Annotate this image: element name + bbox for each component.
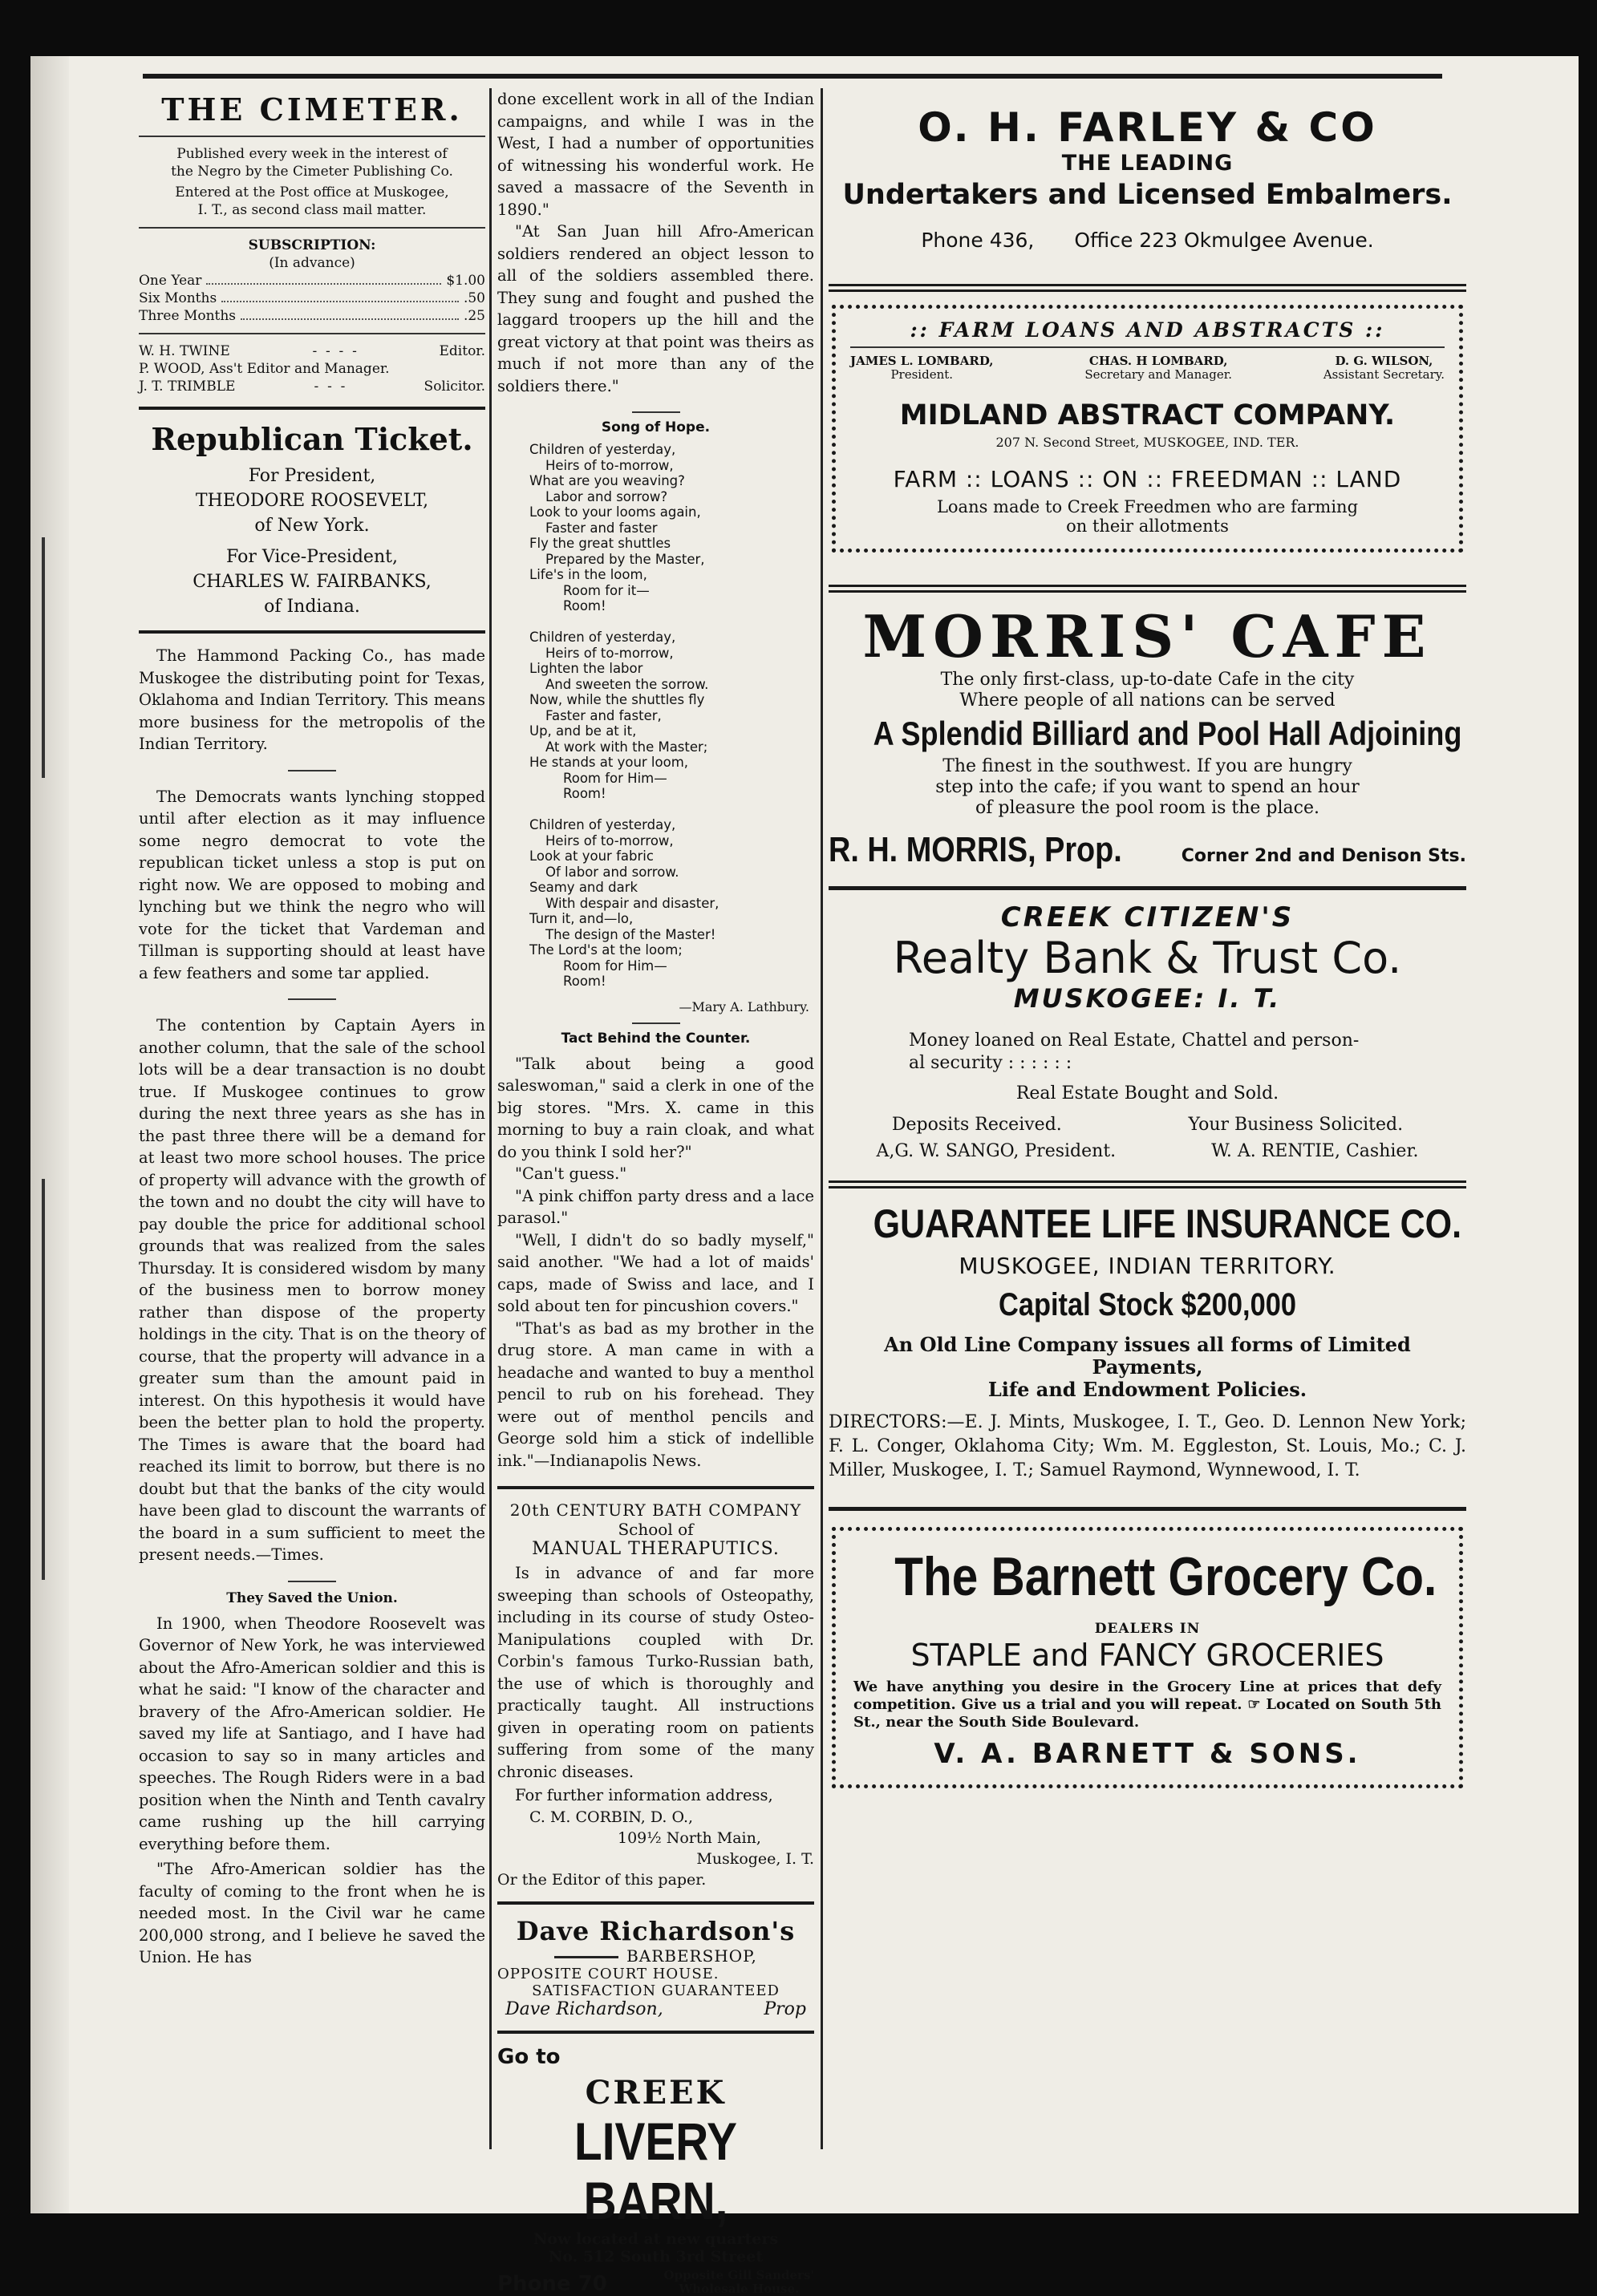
bath-school: School of [618, 1520, 694, 1539]
candidate-label: For President, [248, 466, 376, 486]
article-paragraph: The Democrats wants lynching stopped until after election as it may influence some negro democrat to vote the republican ticket unless a stop is put on right now. We are opposed to mobing and lynching but we think the negro who will vote for the ticket that Vardeman and Tillman is supporting should at least have a few feathers and some tar applied. [139, 787, 485, 982]
poem-line: Of labor and sorrow. [545, 864, 679, 880]
officer: D. G. WILSON, Assistant Secretary. [1323, 354, 1445, 382]
poem-line: Children of yesterday, [529, 817, 676, 832]
candidate-state: of Indiana. [264, 597, 360, 617]
poem-line: Prepared by the Master, [545, 551, 705, 567]
officer: CHAS. H LOMBARD, Secretary and Manager. [1084, 354, 1232, 382]
poem-line: Look to your looms again, [529, 504, 701, 520]
bath-body: Is in advance of and far more sweeping than schools of Osteopathy, including in its course of study Osteo-Manipulations coupled with Dr. Corbin's famous Turko-Russian bath, the use of which is thoroughly and practically taught. All instructions given in operating room on patients suffering from some of the many chronic diseases. [497, 1564, 814, 1781]
publication-line: Published every week in the interest of [176, 146, 448, 162]
poem-line: Children of yesterday, [529, 442, 676, 457]
realty-row: Deposits Received. Your Business Solicited. [891, 1115, 1404, 1135]
article-paragraph: "Talk about being a good saleswoman," said a clerk in one of the big stores. "Mrs. X. came in this morning to buy a rain cloak, and what do you think I sold her?" [497, 1054, 814, 1161]
poem-line: Room for Him— [563, 958, 667, 974]
barber-name: Dave Richardson's [516, 1915, 796, 1946]
guarantee-name: GUARANTEE LIFE INSURANCE CO. [873, 1201, 1462, 1246]
barnett-body: We have anything you desire in the Grocery Line at prices that defy competition. Give us a trial and you will repeat. ☞ Located on South 5th St., near the South Side Boulevard. [853, 1678, 1441, 1731]
poem-line: Lighten the labor [529, 661, 643, 676]
poem-line: With despair and disaster, [545, 895, 719, 911]
article-paragraph: "Well, I didn't do so badly myself," said another. "We had a lot of maids' caps, made of Swiss and lace, and I sold about ten for pincushion covers." [497, 1230, 814, 1315]
poem-line: Room for Him— [563, 770, 667, 786]
barnett-grocery-ad [832, 1527, 1463, 1788]
ticket-heading: Republican Ticket. [151, 421, 473, 457]
column-rule [489, 88, 492, 2149]
morris-line: of pleasure the pool room is the place. [975, 798, 1320, 818]
barnett-staple: STAPLE and FANCY GROCERIES [910, 1638, 1384, 1673]
article-paragraph: "A pink chiffon party dress and a lace parasol." [497, 1186, 814, 1227]
poem-body [529, 442, 814, 990]
farley-office: Office 223 Okmulgee Avenue. [1074, 229, 1374, 252]
farley-leading: THE LEADING [1061, 151, 1234, 176]
realty-line: Real Estate Bought and Sold. [1015, 1083, 1279, 1103]
rates-list [139, 272, 485, 325]
realty-line: al security : : : : : : [909, 1053, 1072, 1073]
barnett-dealers: DEALERS IN [1094, 1621, 1201, 1637]
article-paragraph: "At San Juan hill Afro-American soldiers rendered an object lesson to all of the soldiers assembled there. They sung and fought and pushed the laggard troopers up the hill and the great victory at that point was theirs as much if not more than any of the soldiers there." [497, 222, 814, 395]
livery-go-to: Go to [497, 2044, 561, 2069]
bath-subheading: MANUAL THERAPUTICS. [532, 1539, 780, 1559]
morris-cafe-ad [829, 604, 1466, 870]
poem-line: Faster and faster [545, 520, 658, 536]
bath-heading: 20th CENTURY BATH COMPANY [509, 1500, 802, 1520]
livery-ad [497, 2045, 814, 2296]
poem-line: Fly the great shuttles [529, 536, 671, 551]
realty-name: Realty Bank & Trust Co. [893, 933, 1402, 983]
barber-shop-line: BARBERSHOP, [497, 1946, 814, 1966]
realty-row: A,G. W. SANGO, President. W. A. RENTIE, Cashier. [876, 1141, 1419, 1161]
column-3 [829, 88, 1466, 1793]
poem-line: Now, while the shuttles fly [529, 692, 705, 707]
guarantee-line: Life and Endowment Policies. [987, 1378, 1307, 1401]
midland-name: MIDLAND ABSTRACT COMPANY. [899, 399, 1396, 431]
article-paragraph: "The Afro-American soldier has the faculty of coming to the front when he is needed most. In the Civil war he came 200,000 strong, and I believe he saved the Union. He has [139, 1860, 485, 1966]
column-rule [821, 88, 823, 2149]
poem-title: Song of Hope. [601, 419, 711, 435]
morris-name: MORRIS' CAFE [862, 602, 1433, 670]
article-paragraph: "That's as bad as my brother in the drug store. A man came in with a headache and wanted to buy a menthol pencil to rub on his forehead. They were out of menthol pencils and George sold him a stick of indellible ink."—Indianapolis News. [497, 1318, 814, 1470]
poem-line: Turn it, and—lo, [529, 911, 634, 926]
margin-mark [42, 1179, 45, 1580]
bath-further: For further information address, [515, 1786, 773, 1804]
poem-line: And sweeten the sorrow. [545, 676, 709, 692]
masthead: THE CIMETER. [161, 91, 463, 128]
poem-line: At work with the Master; [545, 739, 708, 755]
guarantee-directors: DIRECTORS:—E. J. Mints, Muskogee, I. T., Geo. D. Lennon New York; F. L. Conger, Oklahoma City; Wm. M. Eggleston, St. Louis, Mo.; C. J. Miller, Muskogee, I. T.; Samuel Raymond, Wynnewood, I. T. [829, 1412, 1466, 1480]
livery-address: No. 512 South 3rd Street [548, 2247, 764, 2266]
article-paragraph: done excellent work in all of the Indian campaigns, and while I was in the West, I had a number of opportunities of witnessing his wonderful work. He saved a massacre of the Seventh in 1890." [497, 90, 814, 219]
guarantee-city: MUSKOGEE, INDIAN TERRITORY. [959, 1253, 1336, 1279]
farley-ad [829, 88, 1466, 252]
bath-city: Muskogee, I. T. [696, 1849, 814, 1868]
morris-billiard: A Splendid Billiard and Pool Hall Adjoining [873, 715, 1462, 752]
guarantee-capital: Capital Stock $200,000 [999, 1287, 1296, 1322]
poem-author: —Mary A. Lathbury. [679, 998, 809, 1014]
morris-line: step into the cafe; if you want to spend an hour [935, 777, 1360, 797]
midland-ad [832, 305, 1463, 553]
bath-company-ad [497, 1500, 814, 1890]
poem-line: The Lord's at the loom; [529, 942, 683, 958]
article-heading: Tact Behind the Counter. [561, 1030, 751, 1047]
poem-line: Children of yesterday, [529, 630, 676, 645]
poem-line: Labor and sorrow? [545, 488, 668, 504]
morris-proprietor: R. H. MORRIS, Prop. [829, 830, 1122, 869]
guarantee-life-ad [829, 1200, 1466, 1483]
staff-row: J. T. TRIMBLE - - - Solicitor. [139, 379, 485, 395]
article-heading: They Saved the Union. [226, 1589, 398, 1606]
poem-line: Room! [563, 598, 606, 613]
creek-citizen: CREEK CITIZEN'S [1000, 901, 1295, 933]
midland-address: 207 N. Second Street, MUSKOGEE, IND. TER. [995, 435, 1299, 450]
poem-line [529, 614, 814, 630]
column-2 [497, 88, 814, 2296]
guarantee-line: An Old Line Company issues all forms of Limited Payments, [884, 1333, 1411, 1379]
morris-footer [829, 830, 1466, 870]
farley-trade: Undertakers and Licensed Embalmers. [842, 179, 1453, 211]
livery-name: LIVERY BARN, [574, 2111, 737, 2230]
poem-line: Faster and faster, [545, 707, 662, 723]
livery-opposite: Opposite Gill Sanders' Wholesale House. [663, 2267, 814, 2296]
officer: JAMES L. LOMBARD, President. [850, 354, 994, 382]
livery-footer [497, 2269, 814, 2296]
farley-contact [829, 229, 1466, 252]
farley-phone: Phone 436, [921, 229, 1035, 252]
staff-row: W. H. TWINE - - - - Editor. [139, 343, 485, 359]
poem-line: What are you weaving? [529, 473, 685, 488]
poem-line: Room for it— [563, 582, 650, 598]
barber-location: OPPOSITE COURT HOUSE. [497, 1965, 719, 1982]
farley-name: O. H. FARLEY & CO [918, 104, 1377, 151]
barbershop-ad [497, 1916, 814, 2019]
bath-contact: C. M. CORBIN, D. O., [529, 1808, 694, 1826]
poem-line: Seamy and dark [529, 880, 638, 895]
barnett-sons: V. A. BARNETT & SONS. [934, 1738, 1361, 1770]
article-paragraph: The contention by Captain Ayers in another column, that the sale of the school lots will be a dear transaction is no doubt true. If Muskogee continues to grow during the next three years as she has in the past three there will be a demand for at least two more school houses. The price of property will advance with the growth of the town and no doubt the city will have to pay double the price for additional school grounds that was realized from the sales Thursday. It is considered wisdom by many of the business men to borrow money rather than dispose of the property holdings in the city. That is on the theory of course, that the property will advance in a greater sum than the amount paid in interest. On this hypothesis it would have been the better plan to hold the property. The Times is aware that the board had reached its limit to borrow, but there is no doubt but that the banks of the city would have been glad to discount the warrants of the board in a sum sufficient to meet the present needs.—Times. [139, 1016, 485, 1564]
morris-line: The finest in the southwest. If you are hungry [942, 756, 1352, 776]
poem-line: Room! [563, 974, 606, 989]
poem-line: Up, and be at it, [529, 723, 637, 739]
poem-line: Look at your fabric [529, 848, 654, 864]
entry-line: I. T., as second class mail matter. [197, 202, 427, 218]
subscription-note: (In advance) [269, 255, 355, 271]
midland-note: Loans made to Creek Freedmen who are farming [936, 497, 1359, 516]
poem-line: Heirs of to-morrow, [545, 457, 674, 473]
realty-line: Money loaned on Real Estate, Chattel and person- [909, 1031, 1360, 1051]
realty-city: MUSKOGEE: I. T. [1013, 983, 1282, 1014]
poem-line: The design of the Master! [545, 926, 716, 942]
candidate-name: CHARLES W. FAIRBANKS, [193, 572, 432, 592]
morris-corner: Corner 2nd and Denison Sts. [1181, 846, 1466, 866]
poem-line: Heirs of to-morrow, [545, 832, 674, 848]
poem-line: Room! [563, 786, 606, 801]
candidate-label: For Vice-President, [226, 547, 398, 567]
margin-mark [42, 537, 45, 778]
midland-loans: FARM :: LOANS :: ON :: FREEDMAN :: LAND [893, 466, 1402, 492]
barber-guarantee: SATISFACTION GUARANTEED [532, 1982, 780, 1999]
morris-line: The only first-class, up-to-date Cafe in the city [940, 670, 1355, 690]
midland-note: on their allotments [1066, 516, 1229, 536]
rate-row: Three Months .25 [139, 308, 485, 324]
poem-line [529, 802, 814, 818]
publication-line: the Negro by the Cimeter Publishing Co. [171, 164, 453, 180]
poem-line: Heirs of to-morrow, [545, 645, 674, 661]
barber-signature: Dave Richardson, Prop [505, 1998, 806, 2019]
bath-or: Or the Editor of this paper. [497, 1870, 707, 1889]
realty-bank-ad [829, 901, 1466, 1161]
top-rule [143, 74, 1442, 79]
rate-row: Six Months .50 [139, 290, 485, 306]
morris-line: Where people of all nations can be served [959, 690, 1336, 711]
candidate-state: of New York. [254, 516, 370, 536]
column-1 [139, 88, 485, 1983]
bath-address: 109½ North Main, [618, 1828, 761, 1847]
poem-line: Life's in the loom, [529, 567, 647, 582]
livery-creek: CREEK [585, 2073, 727, 2112]
livery-phone: Phone 70 [497, 2271, 607, 2296]
entry-line: Entered at the Post office at Muskogee, [175, 184, 449, 200]
farm-loans-heading: :: FARM LOANS AND ABSTRACTS :: [910, 318, 1385, 342]
livery-new-quarters: Now located at new quarters [533, 2229, 779, 2248]
article-paragraph: The Hammond Packing Co., has made Muskogee the distributing point for Texas, Oklahoma and Indian Territory. This means more business for the metropolis of the Indian Territory. [139, 646, 485, 753]
article-paragraph: "Can't guess." [515, 1164, 627, 1183]
staff-row: P. WOOD, Ass't Editor and Manager. [139, 361, 390, 377]
newspaper-page [30, 56, 1579, 2296]
staff-list [139, 342, 485, 395]
article-paragraph: In 1900, when Theodore Roosevelt was Governor of New York, he was interviewed about the Afro-American soldier and this is what he said: "I know of the character and bravery of the Afro-American soldier. He saved my life at Santiago, and I have had occasion to say so in many articles and speeches. The Rough Riders were in a bad position when the Ninth and Tenth cavalry came rushing up the hill carrying everything before them. [139, 1614, 485, 1853]
poem-line: He stands at your loom, [529, 755, 689, 770]
officers-row [850, 354, 1445, 382]
rate-row: One Year $1.00 [139, 273, 485, 289]
candidate-name: THEODORE ROOSEVELT, [195, 491, 429, 511]
barnett-name: The Barnett Grocery Co. [894, 1546, 1437, 1607]
subscription-heading: SUBSCRIPTION: [248, 237, 376, 253]
